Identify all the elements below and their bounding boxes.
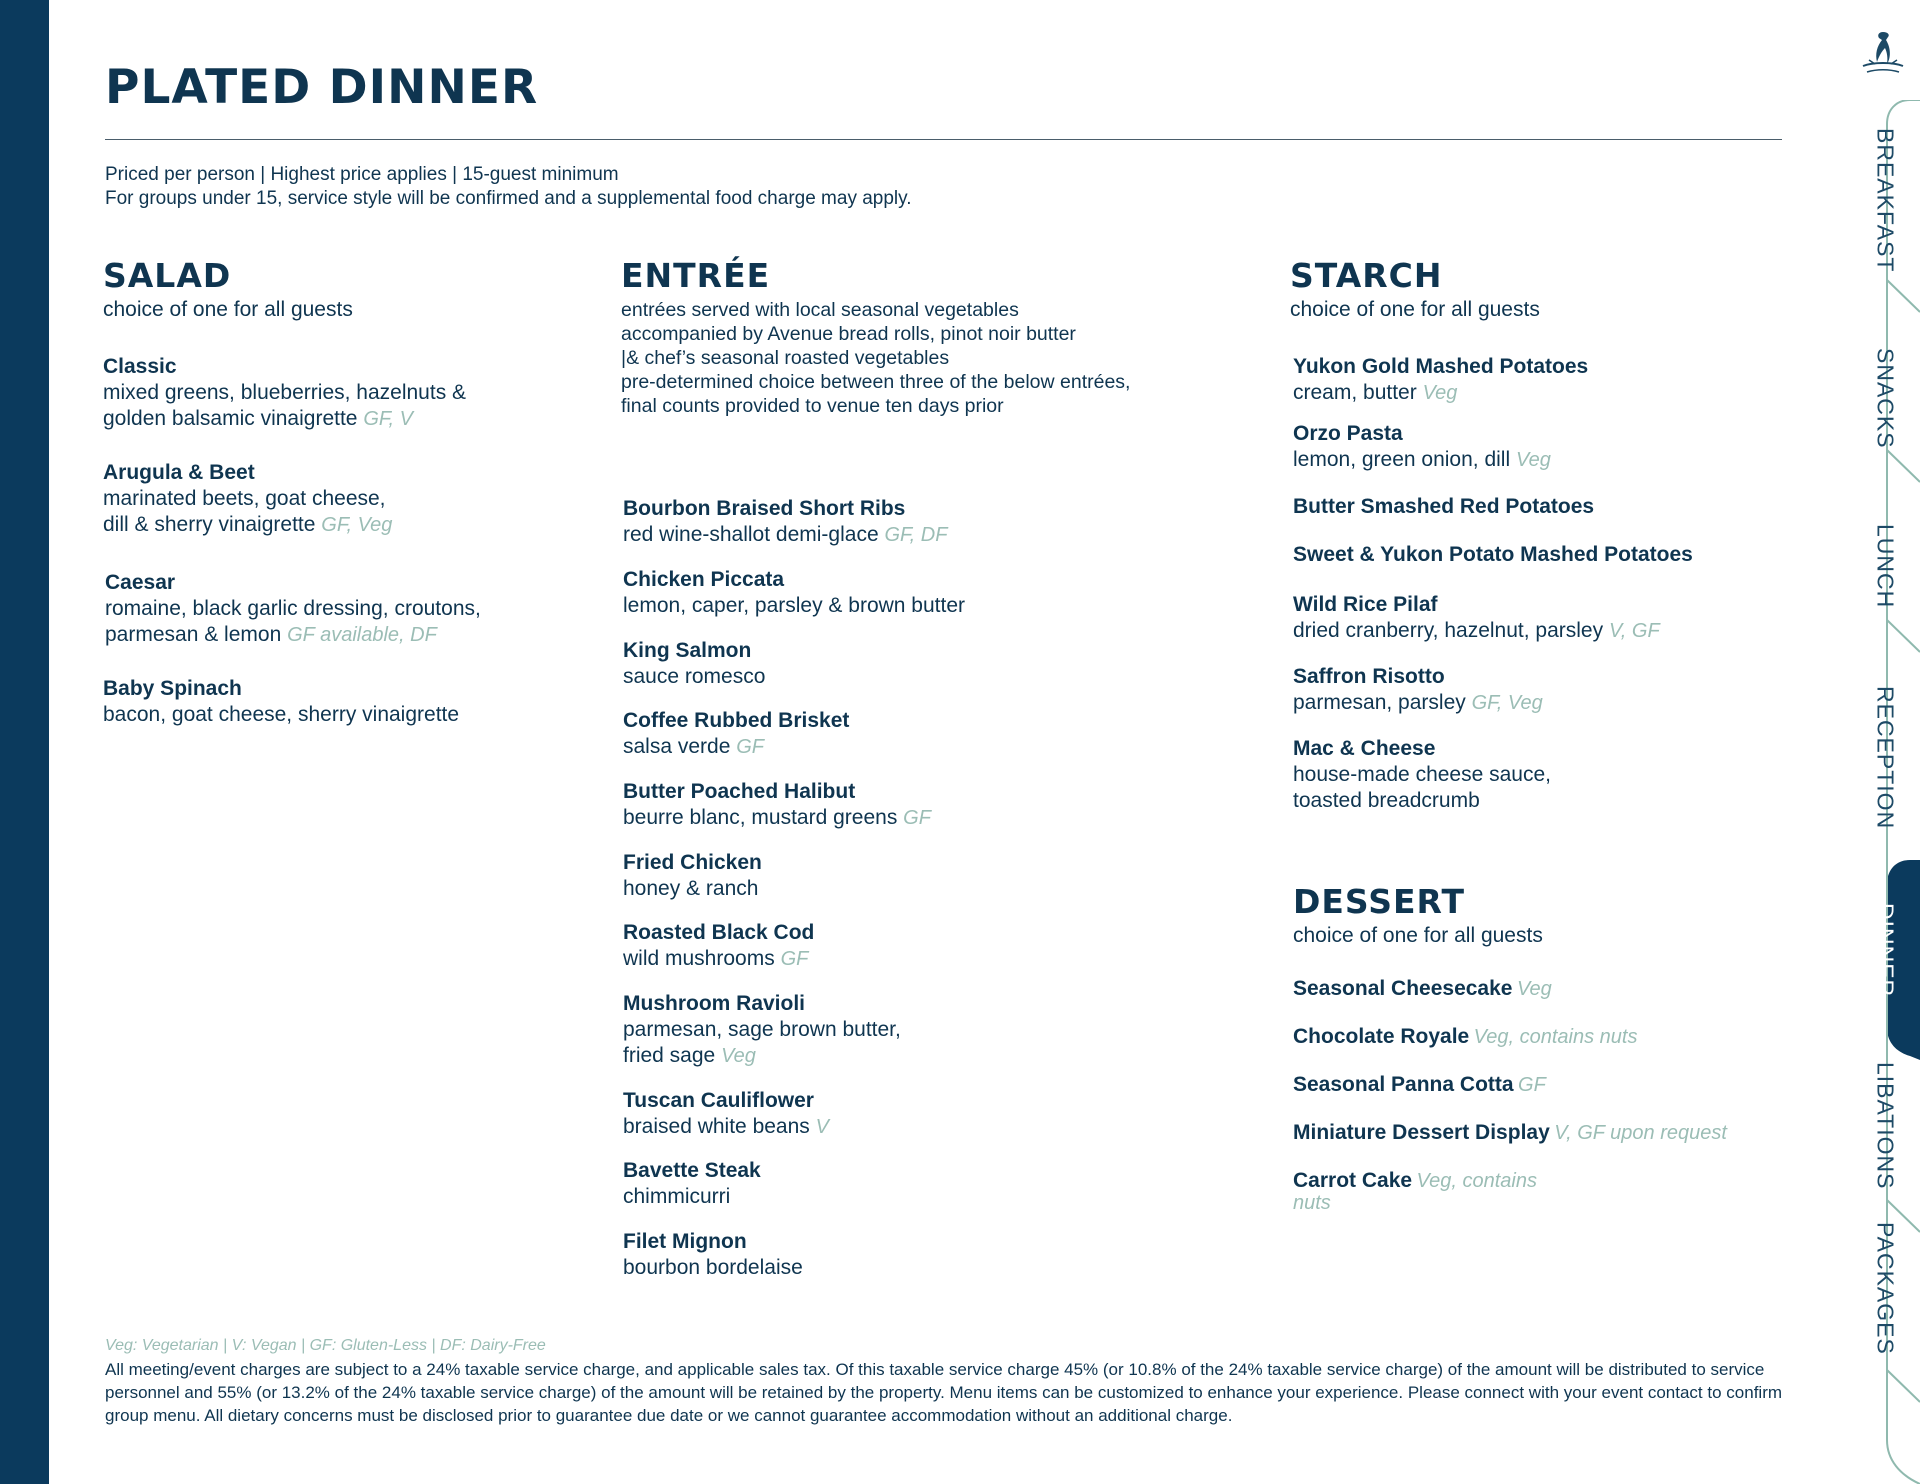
item-desc: beurre blanc, mustard greens: [623, 806, 898, 829]
service-charge-disclaimer: All meeting/event charges are subject to a 24% taxable service charge, and applicable sales tax. Of this taxable service charge 45% (or 10.8% of the 24% taxable service charge) of the amount will be distributed to service personnel and 55% (or 13.2% of the 24% taxable service charge) of the amount will be retained by the property. Menu items can be customized to enhance your experience. Please connect with your event contact to confirm group menu. All dietary concerns must be disclosed prior to guarantee due date or we cannot guarantee accommodation without an additional charge.: [105, 1360, 1783, 1425]
menu-item: [623, 920, 1183, 972]
salad-subtitle: choice of one for all guests: [103, 298, 353, 321]
menu-item: [623, 991, 1183, 1069]
menu-item: [1293, 542, 1853, 568]
menu-item: [1293, 592, 1853, 644]
page-title: PLATED DINNER: [105, 60, 539, 115]
entree-note: pre-determined choice between three of the below entrées,: [621, 371, 1131, 393]
item-desc: toasted breadcrumb: [1293, 789, 1480, 812]
item-name: Seasonal Cheesecake: [1293, 977, 1513, 1000]
tab-label: PACKAGES: [1872, 1221, 1899, 1355]
item-name: Filet Mignon: [623, 1230, 747, 1253]
dietary-tag: V, GF: [1608, 620, 1660, 642]
item-name: King Salmon: [623, 639, 752, 662]
item-name: Tuscan Cauliflower: [623, 1089, 814, 1112]
item-name: Sweet & Yukon Potato Mashed Potatoes: [1293, 543, 1693, 566]
tab-libations[interactable]: [1870, 1036, 1900, 1216]
tab-label: BREAKFAST: [1872, 127, 1899, 273]
dietary-legend: Veg: Vegetarian | V: Vegan | GF: Gluten-Less | DF: Dairy-Free: [105, 1337, 546, 1354]
starch-title: STARCH: [1290, 256, 1443, 295]
item-desc: red wine-shallot demi-glace: [623, 523, 879, 546]
title-divider: [105, 139, 1782, 140]
item-desc: sauce romesco: [623, 665, 766, 688]
tab-packages[interactable]: [1870, 1198, 1900, 1378]
menu-item: [623, 850, 1183, 902]
dietary-tag: Veg, contains nuts: [1473, 1026, 1638, 1048]
item-name: Orzo Pasta: [1293, 422, 1403, 445]
dietary-tag: GF: [780, 948, 809, 970]
item-name: Classic: [103, 355, 177, 378]
dietary-tag: nuts: [1293, 1192, 1331, 1214]
item-desc: parmesan & lemon: [105, 623, 282, 646]
item-desc: lemon, caper, parsley & brown butter: [623, 594, 966, 617]
item-name: Caesar: [105, 571, 176, 594]
menu-item: [623, 708, 1183, 760]
item-name: Mushroom Ravioli: [623, 992, 806, 1015]
item-desc: dill & sherry vinaigrette: [103, 513, 316, 536]
dietary-tag: GF, DF: [884, 524, 948, 546]
menu-item: [103, 460, 663, 538]
menu-item: [103, 354, 663, 432]
menu-item: [1293, 664, 1853, 716]
item-name: Fried Chicken: [623, 851, 762, 874]
menu-item: [623, 779, 1183, 831]
tab-breakfast[interactable]: [1870, 110, 1900, 290]
item-desc: braised white beans: [623, 1115, 810, 1138]
tab-snacks[interactable]: [1870, 308, 1900, 488]
item-name: Bavette Steak: [623, 1159, 761, 1182]
menu-item: [1293, 354, 1853, 406]
starch-section: [1290, 256, 1810, 816]
heron-logo-icon: [1855, 26, 1911, 84]
item-name: Bourbon Braised Short Ribs: [623, 497, 906, 520]
item-desc: house-made cheese sauce,: [1293, 763, 1551, 786]
intro-line-2: For groups under 15, service style will be confirmed and a supplemental food charge may apply.: [105, 188, 912, 209]
dietary-tag: Veg, contains: [1416, 1170, 1537, 1192]
dietary-tag: Veg: [721, 1045, 756, 1067]
item-name: Butter Poached Halibut: [623, 780, 856, 803]
item-desc: marinated beets, goat cheese,: [103, 487, 386, 510]
dessert-subtitle: choice of one for all guests: [1293, 924, 1543, 947]
item-name: Mac & Cheese: [1293, 737, 1436, 760]
entree-section: [621, 256, 1241, 1286]
tab-label: SNACKS: [1872, 347, 1899, 449]
menu-item: [623, 638, 1183, 690]
menu-item: [1293, 736, 1853, 814]
dessert-section: [1293, 882, 1793, 1222]
menu-item: [623, 567, 1183, 619]
dietary-tag: GF, Veg: [321, 514, 393, 536]
dietary-tag: GF, V: [363, 408, 413, 430]
menu-item: [1293, 976, 1853, 1002]
menu-item: [105, 570, 665, 648]
menu-item: [623, 496, 1183, 548]
item-name: Chicken Piccata: [623, 568, 785, 591]
entree-note: entrées served with local seasonal vegetables: [621, 299, 1019, 321]
entree-note: |& chef’s seasonal roasted vegetables: [621, 347, 950, 369]
menu-item: [623, 1088, 1183, 1140]
item-name: Wild Rice Pilaf: [1293, 593, 1438, 616]
entree-title: ENTRÉE: [621, 256, 771, 295]
item-desc: mixed greens, blueberries, hazelnuts &: [103, 381, 467, 404]
entree-note: accompanied by Avenue bread rolls, pinot noir butter: [621, 323, 1076, 345]
item-desc: romaine, black garlic dressing, croutons,: [105, 597, 481, 620]
menu-item: [1293, 1072, 1853, 1098]
intro-text: [105, 163, 912, 211]
salad-title: SALAD: [103, 256, 232, 295]
dietary-tag: GF: [736, 736, 765, 758]
item-desc: parmesan, sage brown butter,: [623, 1018, 901, 1041]
menu-item: [623, 1229, 1183, 1281]
dietary-tag: GF available, DF: [287, 624, 437, 646]
dietary-tag: GF, Veg: [1471, 692, 1543, 714]
item-name: Arugula & Beet: [103, 461, 255, 484]
salad-section: [103, 256, 603, 756]
item-desc: bacon, goat cheese, sherry vinaigrette: [103, 703, 460, 726]
item-desc: bourbon bordelaise: [623, 1256, 803, 1279]
dietary-tag: Veg: [1515, 449, 1551, 471]
dietary-tag: V, GF upon request: [1554, 1122, 1727, 1144]
dietary-tag: V: [815, 1116, 829, 1138]
item-name: Saffron Risotto: [1293, 665, 1445, 688]
item-name: Miniature Dessert Display: [1293, 1121, 1550, 1144]
item-desc: parmesan, parsley: [1293, 691, 1466, 714]
item-name: Seasonal Panna Cotta: [1293, 1073, 1514, 1096]
intro-line-1: Priced per person | Highest price applies | 15-guest minimum: [105, 164, 619, 185]
starch-subtitle: choice of one for all guests: [1290, 298, 1540, 321]
item-desc: salsa verde: [623, 735, 731, 758]
item-name: Chocolate Royale: [1293, 1025, 1470, 1048]
menu-item: [1293, 1024, 1853, 1050]
item-name: Baby Spinach: [103, 677, 242, 700]
dessert-title: DESSERT: [1293, 882, 1465, 921]
tab-label: RECEPTION: [1872, 686, 1899, 830]
dietary-tag: GF: [1518, 1074, 1546, 1096]
item-desc: golden balsamic vinaigrette: [103, 407, 358, 430]
tab-label: LIBATIONS: [1872, 1062, 1899, 1190]
item-desc: chimmicurri: [623, 1185, 731, 1208]
item-name: Roasted Black Cod: [623, 921, 815, 944]
item-name: Carrot Cake: [1293, 1169, 1413, 1192]
menu-item: [1293, 421, 1853, 473]
item-desc: honey & ranch: [623, 877, 759, 900]
left-accent-bar: [0, 0, 49, 1484]
item-desc: wild mushrooms: [623, 947, 775, 970]
tab-reception[interactable]: [1870, 668, 1900, 848]
tab-label: DINNER: [1872, 902, 1899, 998]
item-name: Coffee Rubbed Brisket: [623, 709, 850, 732]
menu-item: [623, 1158, 1183, 1210]
menu-item: [1293, 1120, 1853, 1146]
tab-label: LUNCH: [1872, 523, 1899, 609]
entree-note: final counts provided to venue ten days prior: [621, 395, 1004, 417]
dietary-tag: Veg: [1422, 382, 1458, 404]
item-desc: lemon, green onion, dill: [1293, 448, 1511, 471]
item-desc: cream, butter: [1293, 381, 1417, 404]
item-name: Yukon Gold Mashed Potatoes: [1293, 355, 1589, 378]
item-desc: fried sage: [623, 1044, 716, 1067]
item-desc: dried cranberry, hazelnut, parsley: [1293, 619, 1604, 642]
menu-item: [1293, 494, 1853, 520]
menu-item: [103, 676, 663, 728]
dietary-tag: Veg: [1516, 978, 1552, 1000]
tab-lunch[interactable]: [1870, 476, 1900, 656]
tab-dinner[interactable]: [1870, 860, 1900, 1040]
dietary-tag: GF: [903, 807, 931, 829]
menu-item: [1293, 1168, 1853, 1212]
entree-subtitle: [621, 298, 1241, 418]
item-name: Butter Smashed Red Potatoes: [1293, 495, 1595, 518]
